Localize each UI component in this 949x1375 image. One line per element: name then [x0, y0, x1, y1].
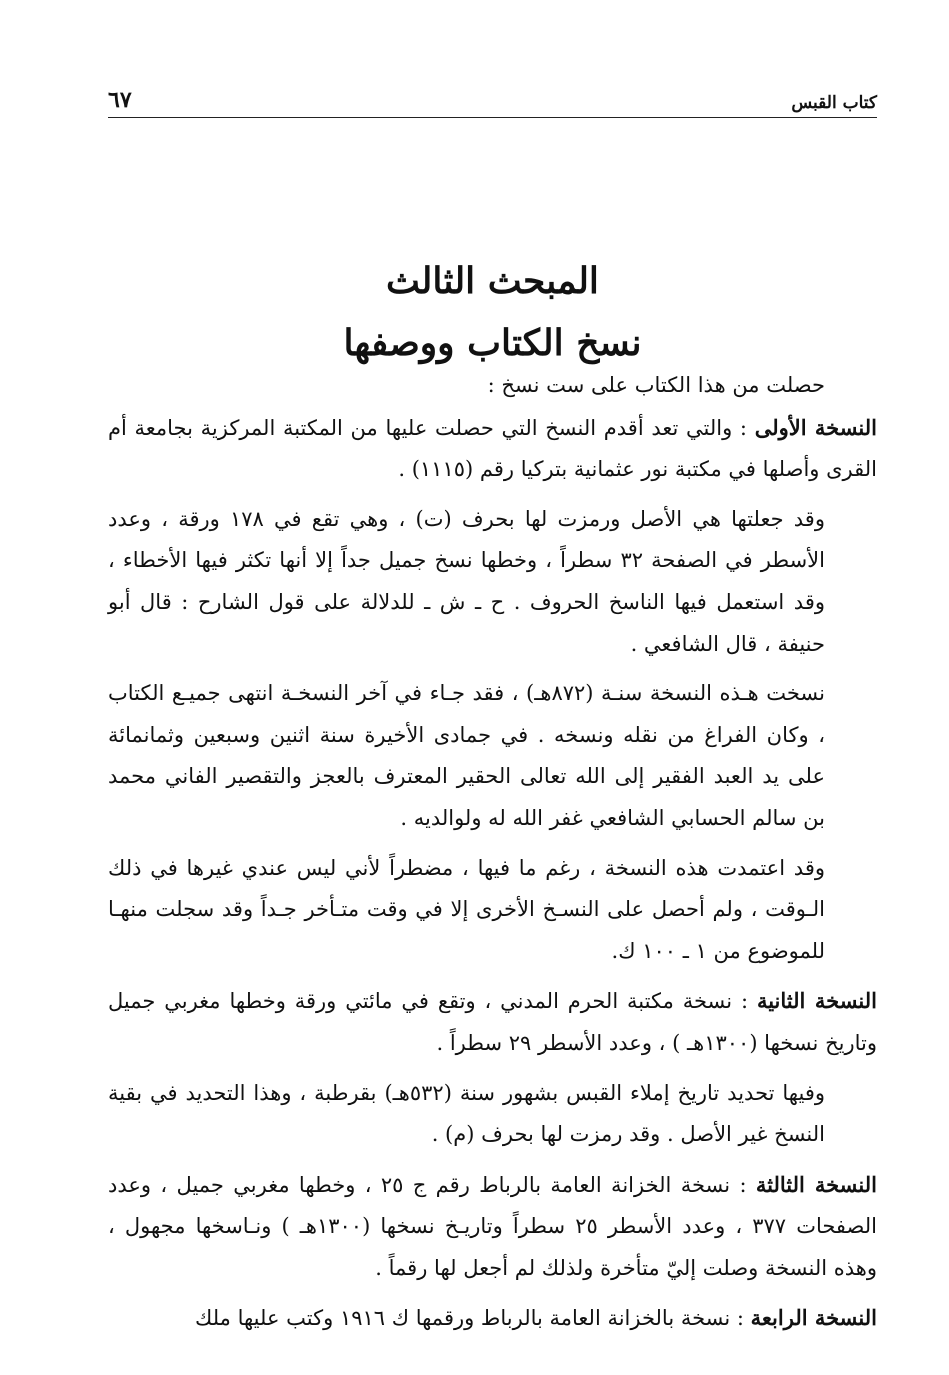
body-text [108, 365, 877, 1340]
paragraph-text: وقد جعلتها هي الأصل ورمزت لها بحرف (ت) ، وهي تقع في ١٧٨ ورقة ، وعدد الأسطر في الصفحة ٣٢ سطراً ، وخطها نسخ جميل جداً إلا أنها تكثر فيها الأخطاء ، وقد استعمل فيها الناسخ الحروف . ح ـ ش ـ للدلالة على قول الشارح : قال أبو حنيفة ، قال الشافعي . [108, 506, 825, 656]
paragraph-copy-1-details [108, 499, 877, 665]
copy-label: النسخة الأولى [754, 414, 877, 440]
paragraph-text: : نسخة مكتبة الحرم المدني ، وتقع في مائتي ورقة وخطها مغربي جميل وتاريخ نسخها (١٣٠٠هـ ) ، وعدد الأسطر ٢٩ سطراً . [108, 989, 877, 1055]
paragraph-text: وفيها تحديد تاريخ إملاء القبس بشهور سنة (٥٣٢هـ) بقرطبة ، وهذا التحديد في بقية النسخ غير الأصل . وقد رمزت لها بحرف (م) . [108, 1080, 825, 1147]
paragraph-text: وقد اعتمدت هذه النسخة ، رغم ما فيها ، مضطراً لأني ليس عندي غيرها في ذلك الـوقت ، ولم أحصل على النسـخ الأخرى إلا في وقت متـأخر جـداً وقد سجلت منهـا للموضوع من ١ ـ ١٠٠ ك. [108, 855, 825, 963]
copy-label: النسخة الثالثة [755, 1171, 877, 1197]
paragraph-copy-3 [108, 1164, 877, 1290]
paragraph-copy-1-reliance [108, 848, 877, 973]
paragraph-text: حصلت من هذا الكتاب على ست نسخ : [487, 373, 825, 397]
paragraph-text: : نسخة الخزانة العامة بالرباط رقم ج ٢٥ ، وخطها مغربي جميل ، وعدد الصفحات ٣٧٧ ، وعدد الأسطر ٢٥ سطراً وتاريـخ نسخها (١٣٠٠هـ ) ونـاسخها مجهول ، وهذه النسخة وصلت إليّ متأخرة ولذلك لم أجعل لها رقماً . [108, 1172, 877, 1280]
paragraph-text: : والتي تعد أقدم النسخ التي حصلت عليها من المكتبة المركزية بجامعة أم القرى وأصلها في مكتبة نور عثمانية بتركيا رقم (١١١٥) . [108, 415, 877, 482]
section-title: المبحث الثالث [386, 260, 599, 302]
section-subtitle: نسخ الكتاب ووصفها [343, 322, 642, 364]
paragraph-copy-2 [108, 980, 877, 1064]
copy-label: النسخة الثانية [756, 988, 877, 1014]
copy-label: النسخة الرابعة [750, 1305, 877, 1331]
paragraph-intro [108, 365, 877, 407]
book-title: كتاب القبس [791, 93, 877, 113]
paragraph-text: نسخت هـذه النسخة سنـة (٨٧٢هـ) ، فقد جـاء في آخر النسخـة انتهى جميـع الكتاب ، وكان الفراغ من نقله ونسخه . في جمادى الأخيرة سنة اثنين وسبعين وثمانمائة على يد العبد الفقير إلى الله تعالى الحقير المعترف بالعجز والتقصير الفاني محمد بن سالم الحسابي الشافعي غفر الله له ولوالديه . [108, 681, 825, 830]
paragraph-copy-1-date [108, 673, 877, 839]
paragraph-copy-4 [108, 1297, 877, 1340]
paragraph-copy-1 [108, 407, 877, 491]
paragraph-copy-2-details [108, 1073, 877, 1156]
page-number: ٦٧ [108, 87, 132, 113]
paragraph-text: : نسخة بالخزانة العامة بالرباط ورقمها ك ١٩١٦ وكتب عليها ملك [195, 1306, 751, 1331]
running-header [108, 88, 877, 118]
heading-block [108, 250, 877, 374]
